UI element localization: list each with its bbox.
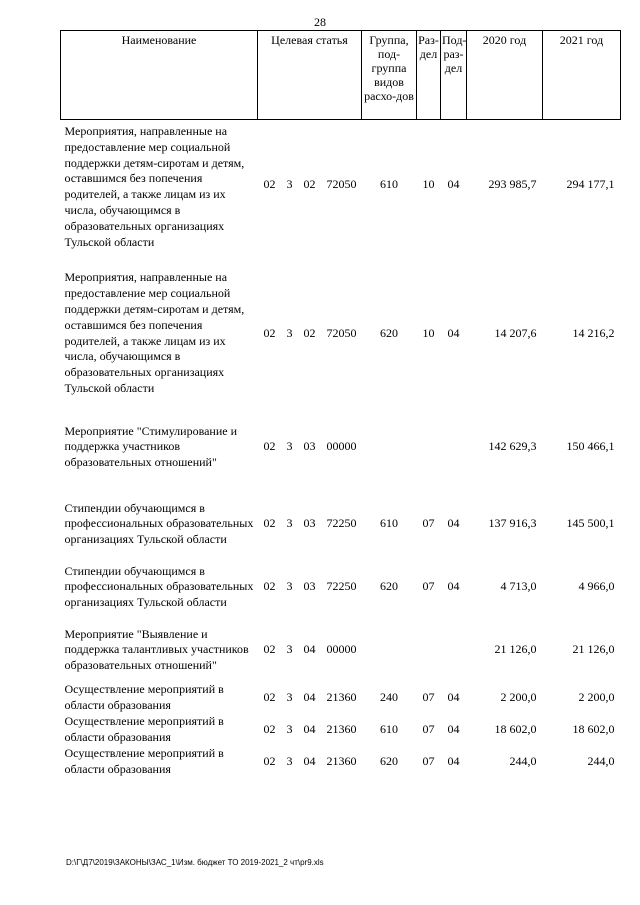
target-article-code	[260, 326, 360, 342]
row-amount-2020: 244,0	[509, 753, 537, 768]
row-amount-2021: 14 216,2	[572, 325, 615, 340]
table-row	[61, 120, 621, 251]
row-spacer	[61, 250, 621, 270]
row-group: 610	[380, 516, 398, 531]
header-target-article: Целевая статья	[258, 31, 362, 120]
table-row	[61, 493, 621, 556]
target-article-part: 21360	[326, 689, 357, 704]
row-section: 10	[422, 177, 435, 192]
row-target-article	[258, 120, 362, 251]
target-article-part: 02	[263, 721, 276, 736]
row-group	[362, 422, 417, 473]
target-article-part: 02	[263, 516, 276, 531]
page-number: 28	[314, 15, 326, 29]
target-article-part: 00000	[326, 642, 357, 657]
target-article-code	[260, 690, 360, 706]
row-target-article	[258, 556, 362, 619]
row-amount-2021: 4 966,0	[578, 579, 615, 594]
row-group: 620	[380, 325, 398, 340]
target-article-part: 3	[286, 642, 293, 657]
row-amount-2020: 21 126,0	[494, 642, 537, 657]
row-subsection: 04	[447, 177, 460, 192]
header-year-2020: 2020 год	[467, 31, 543, 120]
row-name: Мероприятие "Выявление и поддержка талантливых участников образовательных отношений"	[64, 626, 249, 673]
target-article-part: 03	[303, 516, 316, 531]
target-article-part: 3	[286, 325, 293, 340]
target-article-part: 02	[263, 439, 276, 454]
row-target-article	[258, 682, 362, 714]
target-article-code	[260, 516, 360, 532]
row-amount-2020: 2 200,0	[500, 689, 537, 704]
target-article-part: 72250	[326, 516, 357, 531]
row-amount-2020: 14 207,6	[494, 325, 537, 340]
target-article-part: 3	[286, 579, 293, 594]
row-amount-2020: 293 985,7	[488, 177, 537, 192]
target-article-part: 3	[286, 439, 293, 454]
table-row	[61, 422, 621, 473]
row-section: 07	[422, 689, 435, 704]
target-article-code	[260, 754, 360, 770]
row-subsection: 04	[447, 516, 460, 531]
row-spacer-cell	[61, 397, 621, 422]
target-article-part: 02	[263, 642, 276, 657]
target-article-code	[260, 439, 360, 455]
row-spacer	[61, 473, 621, 493]
row-target-article	[258, 422, 362, 473]
budget-table-wrapper	[60, 30, 620, 778]
target-article-part: 03	[303, 579, 316, 594]
header-group: Группа, под-группа видов расхо-дов	[362, 31, 417, 120]
header-year-2021: 2021 год	[543, 31, 621, 120]
table-row	[61, 619, 621, 682]
row-group: 620	[380, 579, 398, 594]
target-article-part: 3	[286, 516, 293, 531]
target-article-part: 72050	[326, 325, 357, 340]
row-amount-2020: 18 602,0	[494, 721, 537, 736]
row-section	[417, 619, 441, 682]
row-name: Мероприятие "Стимулирование и поддержка участников образовательных отношений"	[64, 423, 238, 470]
table-row	[61, 682, 621, 714]
row-group: 240	[380, 689, 398, 704]
row-section: 07	[422, 579, 435, 594]
row-group	[362, 619, 417, 682]
target-article-part: 3	[286, 689, 293, 704]
table-row	[61, 746, 621, 778]
row-subsection: 04	[447, 721, 460, 736]
row-amount-2021: 294 177,1	[566, 177, 615, 192]
header-subsection: Под-раз-дел	[441, 31, 467, 120]
row-subsection: 04	[447, 325, 460, 340]
row-name: Осуществление мероприятий в области образования	[64, 745, 224, 776]
target-article-part: 04	[303, 721, 316, 736]
row-subsection	[441, 619, 467, 682]
header-section: Раз-дел	[417, 31, 441, 120]
target-article-part: 02	[263, 689, 276, 704]
row-subsection	[441, 422, 467, 473]
row-target-article	[258, 493, 362, 556]
target-article-part: 02	[263, 753, 276, 768]
table-row	[61, 556, 621, 619]
target-article-part: 03	[303, 439, 316, 454]
row-amount-2021: 2 200,0	[578, 689, 615, 704]
row-amount-2021: 145 500,1	[566, 516, 615, 531]
row-subsection: 04	[447, 753, 460, 768]
row-amount-2021: 18 602,0	[572, 721, 615, 736]
row-amount-2021: 150 466,1	[566, 439, 615, 454]
target-article-code	[260, 722, 360, 738]
table-header-row	[61, 31, 621, 120]
table-row	[61, 714, 621, 746]
row-name: Стипендии обучающимся в профессиональных образовательных организациях Тульской области	[64, 563, 254, 610]
row-target-article	[258, 714, 362, 746]
target-article-part: 72050	[326, 177, 357, 192]
row-group: 610	[380, 177, 398, 192]
row-amount-2020: 137 916,3	[488, 516, 537, 531]
target-article-part: 02	[303, 177, 316, 192]
row-group: 610	[380, 721, 398, 736]
row-spacer-cell	[61, 250, 621, 270]
row-name: Осуществление мероприятий в области образования	[64, 681, 224, 712]
table-body	[61, 120, 621, 778]
target-article-part: 04	[303, 642, 316, 657]
target-article-part: 3	[286, 721, 293, 736]
row-name: Стипендии обучающимся в профессиональных образовательных организациях Тульской области	[64, 500, 254, 547]
row-amount-2021: 21 126,0	[572, 642, 615, 657]
row-subsection: 04	[447, 579, 460, 594]
target-article-part: 00000	[326, 439, 357, 454]
row-group: 620	[380, 753, 398, 768]
row-section	[417, 422, 441, 473]
row-amount-2021: 244,0	[587, 753, 615, 768]
row-subsection: 04	[447, 689, 460, 704]
target-article-part: 04	[303, 753, 316, 768]
target-article-code	[260, 579, 360, 595]
target-article-part: 72250	[326, 579, 357, 594]
target-article-part: 3	[286, 753, 293, 768]
row-target-article	[258, 746, 362, 778]
target-article-code	[260, 177, 360, 193]
row-section: 10	[422, 325, 435, 340]
table-row	[61, 270, 621, 396]
row-target-article	[258, 619, 362, 682]
row-name: Мероприятия, направленные на предоставление мер социальной поддержки детям-сиротам и детям, оставшимся без попечения родителей, а также лицам из их числа, обучающимся в образовательных организациях Тульской области	[64, 124, 245, 249]
target-article-code	[260, 642, 360, 658]
row-spacer-cell	[61, 473, 621, 493]
row-name: Мероприятия, направленные на предоставление мер социальной поддержки детям-сиротам и детям, оставшимся без попечения родителей, а также лицам из их числа, обучающимся в образовательных организациях Тульской области	[64, 270, 245, 395]
budget-table	[60, 30, 621, 778]
row-name: Осуществление мероприятий в области образования	[64, 713, 224, 744]
target-article-part: 3	[286, 177, 293, 192]
header-name: Наименование	[61, 31, 258, 120]
row-spacer	[61, 397, 621, 422]
target-article-part: 02	[263, 579, 276, 594]
row-section: 07	[422, 753, 435, 768]
target-article-part: 02	[303, 325, 316, 340]
target-article-part: 21360	[326, 753, 357, 768]
target-article-part: 04	[303, 689, 316, 704]
row-section: 07	[422, 721, 435, 736]
row-amount-2020: 4 713,0	[500, 579, 537, 594]
row-amount-2020: 142 629,3	[488, 439, 537, 454]
target-article-part: 02	[263, 177, 276, 192]
row-target-article	[258, 270, 362, 396]
target-article-part: 02	[263, 325, 276, 340]
target-article-part: 21360	[326, 721, 357, 736]
file-path-footer: D:\Г\Д7\2019\ЗАКОНЫ\ЗАС_1\Изм. бюджет ТО 2019-2021_2 чт\pr9.xls	[66, 858, 324, 867]
row-section: 07	[422, 516, 435, 531]
